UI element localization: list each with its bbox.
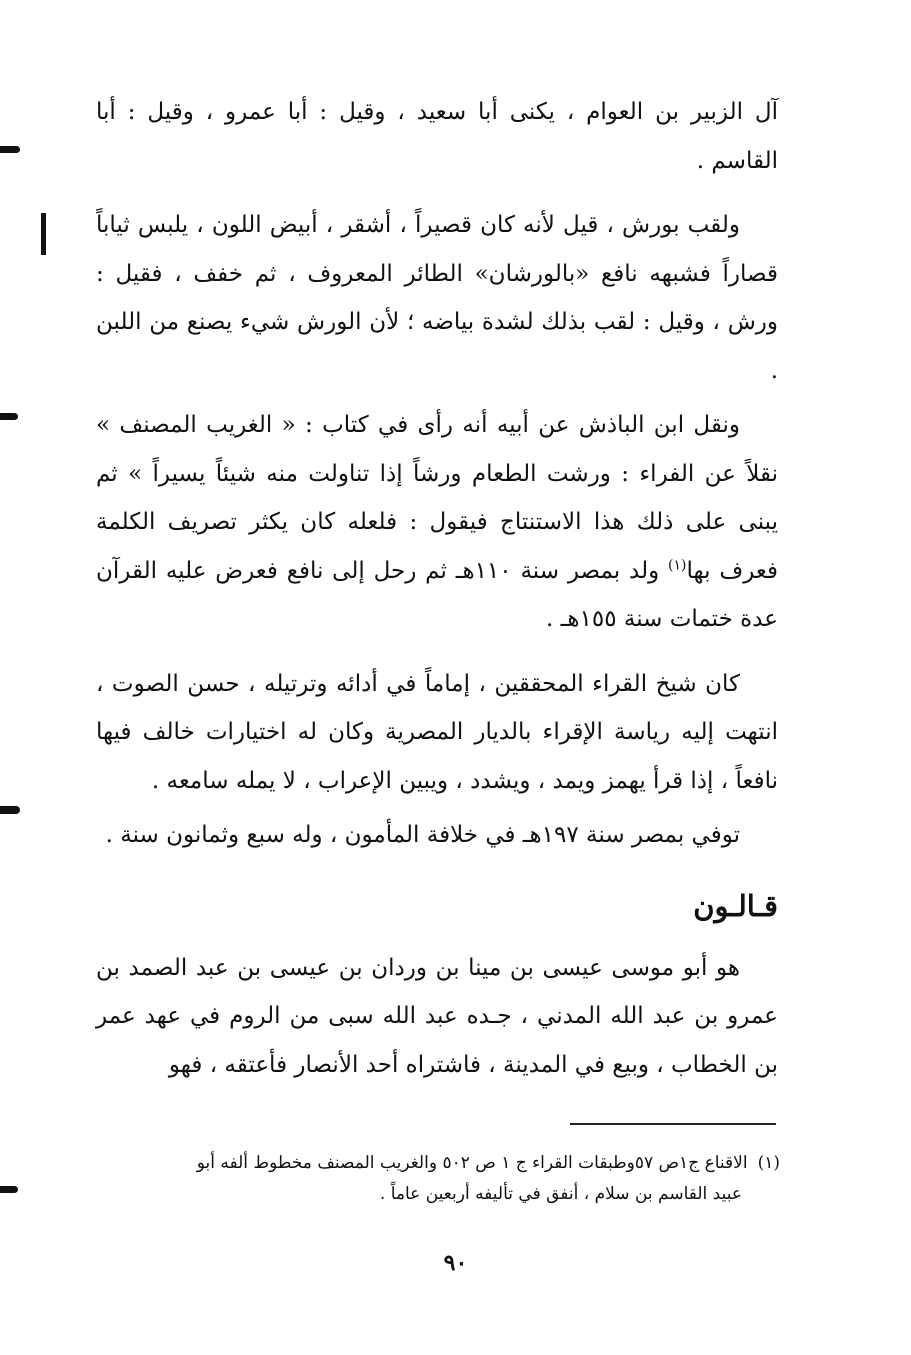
footnote-divider: [570, 1123, 776, 1125]
paragraph-qalun: هو أبو موسى عيسى بن مينا بن وردان بن عيسى بن عبد الصمد بن عمرو بن عبد الله المدني ، جـده عبد الله سبى من الروم في عهد عمر بن الخطاب ، وبيع في المدينة ، فاشتراه أحد الأنصار فأعتقه ، فهو: [96, 954, 778, 1078]
paragraph-ibn-albadhish: [96, 401, 778, 644]
footnote-continuation: عبيد القاسم بن سلام ، أنفق في تأليفه أربعين عاماً .: [379, 1184, 742, 1204]
paragraph-kunya: آل الزبير بن العوام ، يكنى أبا سعيد ، وقيل : أبا عمرو ، وقيل : أبا القاسم .: [96, 99, 778, 174]
scan-mark: [0, 146, 20, 153]
paragraph-shaykh: كان شيخ القراء المحققين ، إماماً في أدائه وترتيله ، حسن الصوت ، انتهت إليه رياسة الإقراء بالديار المصرية وكان له اختيارات خالف فيها نافعاً ، إذا قرأ يهمز ويمد ، ويشدد ، ويبين الإعراب ، لا يمله سامعه .: [96, 670, 778, 794]
footnote-line: [80, 1148, 780, 1179]
footnote-text: الاقناع ج١ص ٥٧وطبقات القراء ج ١ ص ٥٠٢ والغريب المصنف مخطوط ألفه أبو: [196, 1153, 748, 1173]
scan-mark: [0, 1186, 18, 1193]
paragraph-text: ونقل ابن الباذش عن أبيه أنه رأى في كتاب : « الغريب المصنف » نقلاً عن الفراء : ورشت الطعام ورشاً إذا تناولت منه شيئاً يسيراً » ثم يبنى على ذلك هذا الاستنتاج فيقول : فلعله كان يكثر تصريف الكلمة فعرف بها: [96, 412, 778, 584]
footnote-number: (١): [757, 1153, 780, 1173]
footnotes: [80, 1148, 780, 1210]
footnote-reference: (١): [668, 556, 687, 573]
paragraph-laqab: ولقب بورش ، قيل لأنه كان قصيراً ، أشقر ، أبيض اللون ، يلبس ثياباً قصاراً فشبهه نافع «بالورشان» الطائر المعروف ، ثم خفف ، فقيل : ورش ، وقيل : لقب بذلك لشدة بياضه ؛ لأن الورش شيء يصنع من اللبن .: [96, 212, 778, 384]
scan-mark: [41, 213, 46, 255]
scan-mark: [0, 413, 18, 420]
section-heading: قـالـون: [693, 888, 778, 923]
paragraph-text: ولد بمصر سنة ١١٠هـ ثم رحل إلى نافع فعرض عليه القرآن عدة ختمات سنة ١٥٥هـ .: [96, 557, 778, 632]
main-text: [96, 88, 778, 1089]
page-number: ٩٠: [443, 1250, 468, 1276]
paragraph-death: توفي بمصر سنة ١٩٧هـ في خلافة المأمون ، وله سبع وثمانون سنة .: [105, 822, 740, 848]
scan-mark: [0, 806, 20, 814]
